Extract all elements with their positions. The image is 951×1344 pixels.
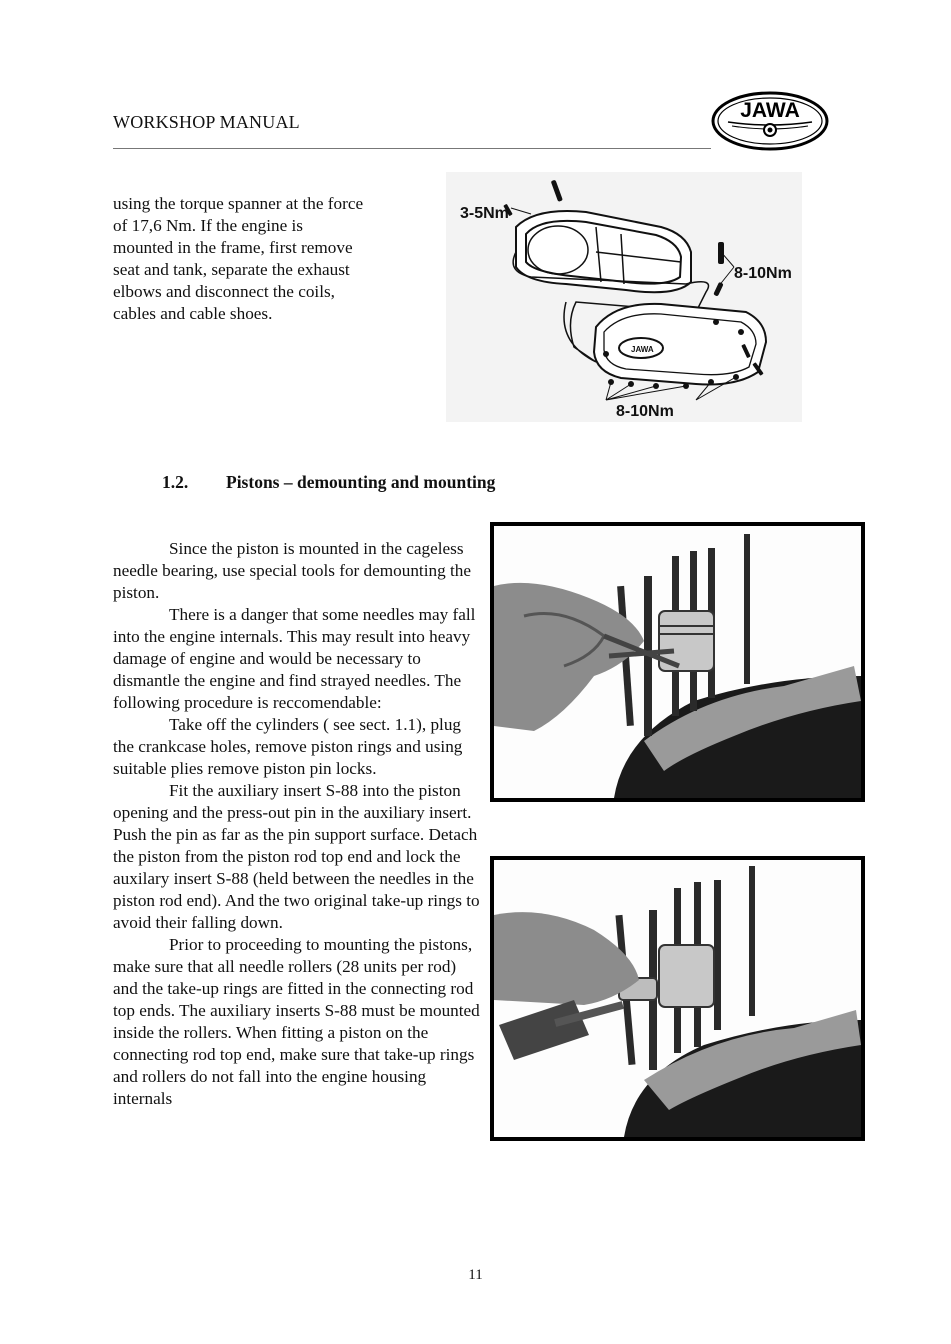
cover-logo-text: JAWA <box>631 345 654 354</box>
body-text <box>113 538 483 1110</box>
logo-wordmark: JAWA <box>740 99 800 122</box>
header-rule <box>113 148 711 149</box>
torque-label-right: 8-10Nm <box>734 265 792 282</box>
lower-cover-drawing <box>594 304 766 385</box>
torque-label-top: 3-5Nm <box>460 205 509 222</box>
intro-line: elbows and disconnect the coils, <box>113 282 335 301</box>
torque-label-bottom: 8-10Nm <box>616 403 674 420</box>
paragraph: There is a danger that some needles may fall into the engine internals. This may result into heavy damage of engine and would be necessary to dismantle the engine and find strayed needles. The following procedure is reccomendable: <box>113 605 476 712</box>
page-number: 11 <box>468 1267 483 1283</box>
intro-text <box>113 193 413 325</box>
paragraph: Fit the auxiliary insert S-88 into the piston opening and the press-out pin in the auxiliary insert. Push the pin as far as the pin support surface. Detach the piston from the piston rod top end and lock the auxilary insert S-88 (held between the needles in the piston rod end). And the two original take-up rings to avoid their falling down. <box>113 781 480 932</box>
paragraph: Prior to proceeding to mounting the pistons, make sure that all needle rollers (28 units per rod) and the take-up rings are fitted in the connecting rod top ends. The auxiliary inserts S-88 must be mounted inside the rollers. When fitting a piston on the connecting rod top end, make sure that take-up rings and rollers do not fall into the engine housing internals <box>113 935 480 1108</box>
engine-cover-torque-diagram <box>446 172 802 422</box>
photo-piston-removal-drawing <box>494 526 861 798</box>
section-heading <box>162 472 495 493</box>
section-number: 1.2. <box>162 472 189 492</box>
intro-line: cables and cable shoes. <box>113 304 273 323</box>
photo-piston-removal <box>490 522 865 802</box>
intro-line: using the torque spanner at the force <box>113 194 364 213</box>
intro-line: of 17,6 Nm. If the engine is <box>113 216 303 235</box>
jawa-logo <box>710 90 830 152</box>
paragraph: Since the piston is mounted in the cageless needle bearing, use special tools for demounting the piston. <box>113 539 471 602</box>
header-title: WORKSHOP MANUAL <box>113 112 300 132</box>
photo-pin-pressing <box>490 856 865 1141</box>
section-title: Pistons – demounting and mounting <box>226 472 496 492</box>
intro-line: mounted in the frame, first remove <box>113 238 353 257</box>
intro-line: seat and tank, separate the exhaust <box>113 260 350 279</box>
paragraph: Take off the cylinders ( see sect. 1.1), plug the crankcase holes, remove piston rings and using suitable plies remove piston pin locks. <box>113 715 463 778</box>
photo-pin-pressing-drawing <box>494 860 861 1137</box>
